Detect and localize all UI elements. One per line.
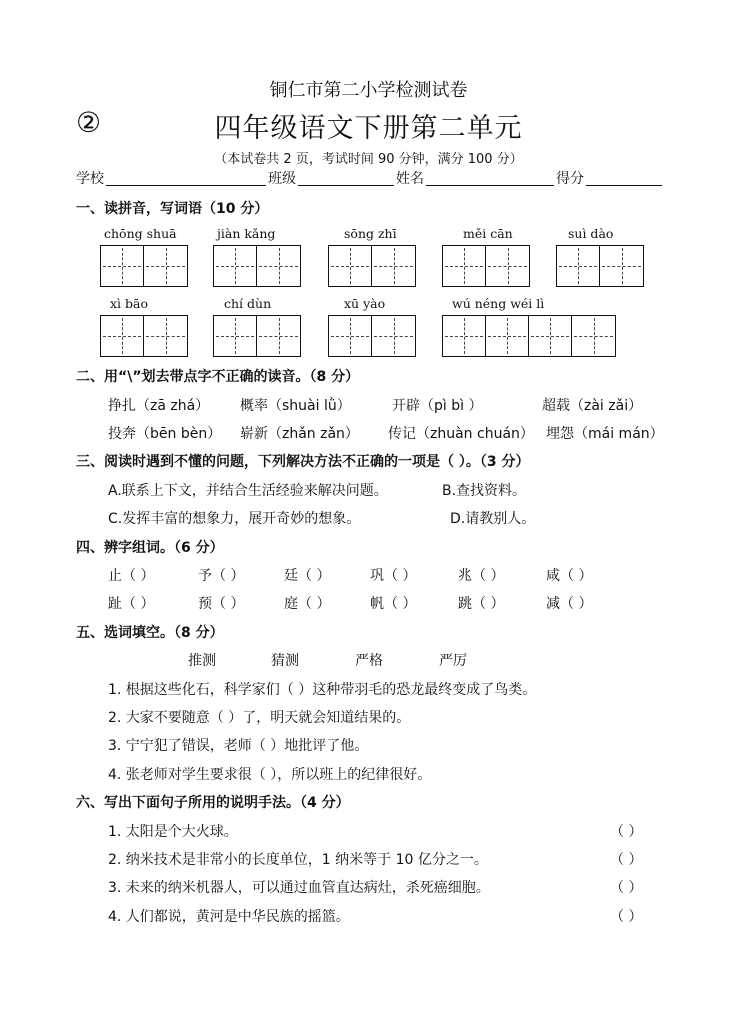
reading-choice[interactable]: 崭新（zhǎn zǎn） bbox=[240, 426, 359, 442]
pinyin-label: wú néng wéi lì bbox=[452, 296, 545, 311]
word-group-item[interactable]: 庭（ ） bbox=[284, 596, 331, 612]
option-a[interactable]: A.联系上下文，并结合生活经验来解决问题。 bbox=[108, 483, 388, 499]
grid-guide-line bbox=[331, 336, 369, 337]
word-group-item[interactable]: 帆（ ） bbox=[370, 596, 417, 612]
grid-guide-line bbox=[216, 266, 254, 267]
tianzi-cell[interactable] bbox=[101, 316, 144, 356]
tianzi-cell[interactable] bbox=[600, 246, 643, 286]
grid-guide-line bbox=[259, 336, 298, 337]
tianzi-cell[interactable] bbox=[529, 316, 572, 356]
answer-blank[interactable]: （ ） bbox=[610, 852, 643, 868]
grid-guide-line bbox=[559, 266, 597, 267]
word-option: 猜测 bbox=[271, 653, 299, 669]
grid-guide-line bbox=[146, 336, 185, 337]
tianzi-cell[interactable] bbox=[486, 316, 529, 356]
option-b[interactable]: B.查找资料。 bbox=[442, 483, 527, 499]
class-field[interactable] bbox=[298, 185, 394, 186]
grid-guide-line bbox=[488, 266, 527, 267]
tianzi-cell[interactable] bbox=[214, 246, 257, 286]
word-group-item[interactable]: 预（ ） bbox=[198, 596, 245, 612]
tianzi-cell[interactable] bbox=[372, 246, 415, 286]
grid-guide-line bbox=[574, 336, 613, 337]
school-field[interactable] bbox=[106, 185, 266, 186]
pinyin-label: suì dào bbox=[568, 226, 614, 241]
grid-guide-line bbox=[374, 266, 413, 267]
tianzi-cell[interactable] bbox=[257, 316, 300, 356]
section6-heading: 六、写出下面句子所用的说明手法。（4 分） bbox=[76, 795, 350, 811]
reading-choice[interactable]: 开辟（pì bì ） bbox=[392, 398, 483, 414]
tianzi-answer-box[interactable] bbox=[442, 315, 616, 357]
reading-choice[interactable]: 传记（zhuàn chuán） bbox=[388, 426, 534, 442]
grid-guide-line bbox=[445, 266, 483, 267]
section2-heading: 二、用“\”划去带点字不正确的读音。（8 分） bbox=[76, 369, 360, 385]
word-group-item[interactable]: 跳（ ） bbox=[458, 596, 505, 612]
grid-guide-line bbox=[331, 266, 369, 267]
reading-choice[interactable]: 埋怨（mái mán） bbox=[546, 426, 664, 442]
unit-number: ② bbox=[76, 106, 102, 139]
tianzi-answer-box[interactable] bbox=[100, 245, 188, 287]
tianzi-cell[interactable] bbox=[329, 316, 372, 356]
word-group-item[interactable]: 廷（ ） bbox=[284, 568, 331, 584]
method-question: 4. 人们都说，黄河是中华民族的摇篮。 bbox=[108, 909, 350, 925]
name-label: 姓名 bbox=[396, 171, 424, 187]
word-group-item[interactable]: 咸（ ） bbox=[546, 568, 593, 584]
name-field[interactable] bbox=[426, 185, 554, 186]
fill-question[interactable]: 2. 大家不要随意（ ）了，明天就会知道结果的。 bbox=[108, 710, 411, 726]
tianzi-cell[interactable] bbox=[214, 316, 257, 356]
tianzi-cell[interactable] bbox=[372, 316, 415, 356]
pinyin-label: chōng shuā bbox=[104, 226, 177, 241]
section3-heading: 三、阅读时遇到不懂的问题，下列解决方法不正确的一项是（ ）。（3 分） bbox=[76, 454, 530, 470]
pinyin-label: jiàn kǎng bbox=[217, 226, 276, 241]
method-question: 2. 纳米技术是非常小的长度单位，1 纳米等于 10 亿分之一。 bbox=[108, 852, 488, 868]
word-option: 严格 bbox=[355, 653, 383, 669]
answer-blank[interactable]: （ ） bbox=[610, 880, 643, 896]
section4-heading: 四、辨字组词。（6 分） bbox=[76, 540, 224, 556]
word-option: 推测 bbox=[188, 653, 216, 669]
answer-blank[interactable]: （ ） bbox=[610, 824, 643, 840]
grid-guide-line bbox=[216, 336, 254, 337]
grid-guide-line bbox=[103, 336, 141, 337]
section5-heading: 五、选词填空。（8 分） bbox=[76, 625, 224, 641]
reading-choice[interactable]: 概率（shuài lǜ） bbox=[240, 398, 351, 414]
grid-guide-line bbox=[602, 266, 641, 267]
grid-guide-line bbox=[374, 336, 413, 337]
section1-heading: 一、读拼音，写词语（10 分） bbox=[76, 201, 269, 217]
method-question: 3. 未来的纳米机器人，可以通过血管直达病灶，杀死癌细胞。 bbox=[108, 880, 490, 896]
tianzi-answer-box[interactable] bbox=[442, 245, 530, 287]
tianzi-cell[interactable] bbox=[443, 246, 486, 286]
grid-guide-line bbox=[103, 266, 141, 267]
tianzi-answer-box[interactable] bbox=[213, 245, 301, 287]
word-option: 严厉 bbox=[439, 653, 467, 669]
tianzi-cell[interactable] bbox=[257, 246, 300, 286]
paper-title: 四年级语文下册第二单元 bbox=[214, 113, 523, 144]
tianzi-answer-box[interactable] bbox=[328, 245, 416, 287]
word-group-item[interactable]: 减（ ） bbox=[546, 596, 593, 612]
score-field[interactable] bbox=[586, 185, 662, 186]
tianzi-cell[interactable] bbox=[329, 246, 372, 286]
option-d[interactable]: D.请教别人。 bbox=[450, 511, 536, 527]
pinyin-label: xū yào bbox=[344, 296, 386, 311]
pinyin-label: xì bāo bbox=[110, 296, 149, 311]
pinyin-label: měi cān bbox=[463, 226, 513, 241]
reading-choice[interactable]: 挣扎（zā zhá） bbox=[108, 398, 210, 414]
word-group-item[interactable]: 巩（ ） bbox=[370, 568, 417, 584]
tianzi-answer-box[interactable] bbox=[100, 315, 188, 357]
student-info-line bbox=[76, 168, 662, 188]
tianzi-cell[interactable] bbox=[486, 246, 529, 286]
tianzi-answer-box[interactable] bbox=[556, 245, 644, 287]
word-group-item[interactable]: 兆（ ） bbox=[458, 568, 505, 584]
pinyin-label: chí dùn bbox=[224, 296, 272, 311]
exam-note: （本试卷共 2 页，考试时间 90 分钟，满分 100 分） bbox=[214, 152, 523, 167]
grid-guide-line bbox=[259, 266, 298, 267]
fill-question[interactable]: 4. 张老师对学生要求很（ ），所以班上的纪律很好。 bbox=[108, 767, 432, 783]
grid-guide-line bbox=[445, 336, 483, 337]
tianzi-answer-box[interactable] bbox=[213, 315, 301, 357]
tianzi-cell[interactable] bbox=[101, 246, 144, 286]
answer-blank[interactable]: （ ） bbox=[610, 909, 643, 925]
tianzi-cell[interactable] bbox=[572, 316, 615, 356]
score-label: 得分 bbox=[556, 171, 584, 187]
tianzi-cell[interactable] bbox=[144, 246, 187, 286]
word-group-item[interactable]: 予（ ） bbox=[198, 568, 245, 584]
option-c[interactable]: C.发挥丰富的想象力，展开奇妙的想象。 bbox=[108, 511, 361, 527]
grid-guide-line bbox=[488, 336, 526, 337]
tianzi-cell[interactable] bbox=[144, 316, 187, 356]
method-question: 1. 太阳是个大火球。 bbox=[108, 824, 238, 840]
reading-choice[interactable]: 超载（zài zǎi） bbox=[542, 398, 643, 414]
tianzi-answer-box[interactable] bbox=[328, 315, 416, 357]
grid-guide-line bbox=[146, 266, 185, 267]
class-label: 班级 bbox=[268, 171, 296, 187]
school-label: 学校 bbox=[76, 171, 104, 187]
fill-question[interactable]: 3. 宁宁犯了错误，老师（ ）地批评了他。 bbox=[108, 738, 369, 754]
tianzi-cell[interactable] bbox=[557, 246, 600, 286]
pinyin-label: sōng zhī bbox=[344, 226, 397, 241]
grid-guide-line bbox=[531, 336, 569, 337]
word-group-item[interactable]: 趾（ ） bbox=[108, 596, 155, 612]
fill-question[interactable]: 1. 根据这些化石，科学家们（ ）这种带羽毛的恐龙最终变成了鸟类。 bbox=[108, 682, 537, 698]
tianzi-cell[interactable] bbox=[443, 316, 486, 356]
school-title: 铜仁市第二小学检测试卷 bbox=[269, 80, 468, 101]
reading-choice[interactable]: 投奔（bēn bèn） bbox=[108, 426, 222, 442]
word-group-item[interactable]: 止（ ） bbox=[108, 568, 155, 584]
